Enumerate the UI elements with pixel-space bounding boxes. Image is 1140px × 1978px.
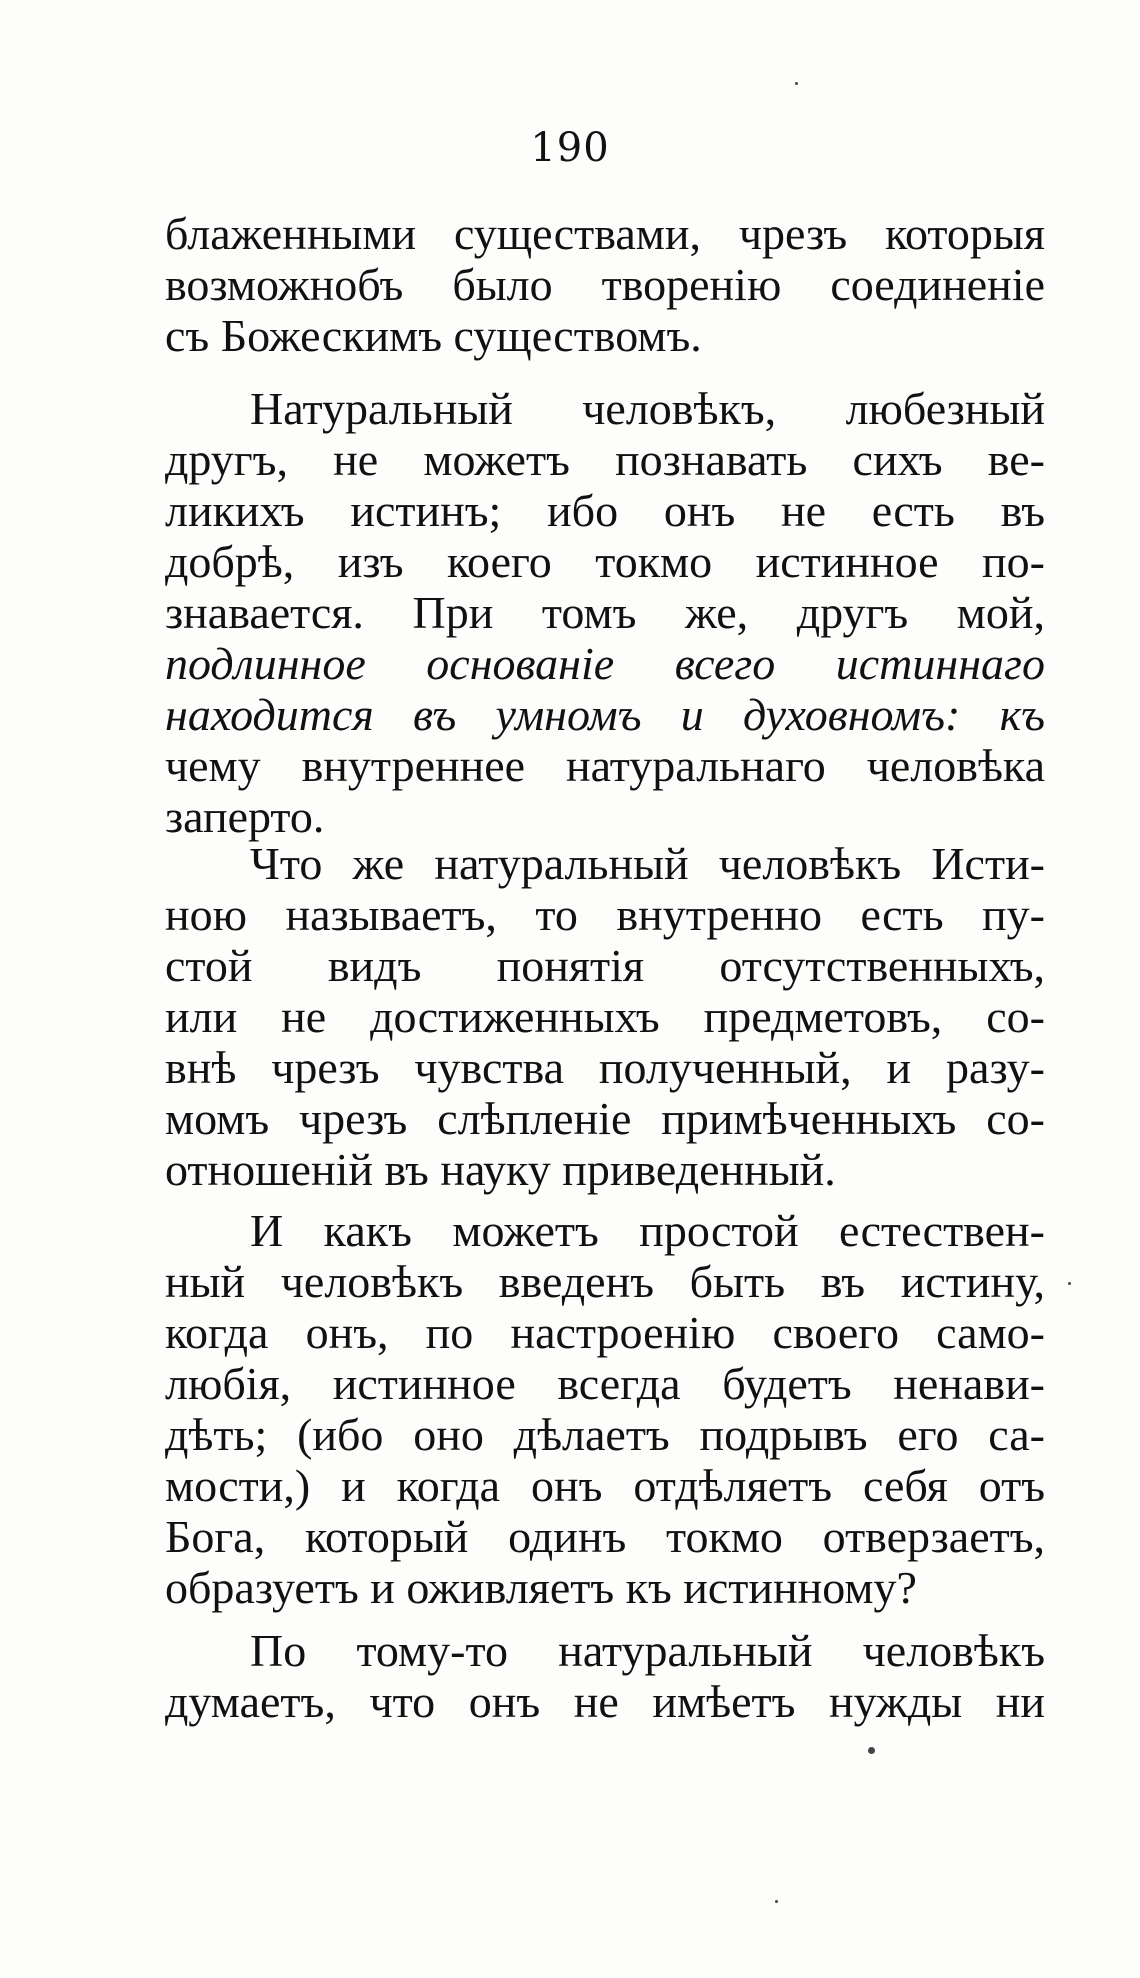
text-line: добрѣ, изъ коего токмо истинное по- [165, 536, 1045, 587]
text-line: момъ чрезъ слѣпленіе примѣченныхъ со- [165, 1093, 1045, 1144]
paragraph-5 [165, 1625, 1045, 1727]
paragraph-4 [165, 1205, 1045, 1613]
text-line: любія, истинное всегда будетъ ненави- [165, 1358, 1045, 1409]
page-number: 190 [530, 125, 610, 171]
text-line: стой видъ понятія отсутственныхъ, [165, 940, 1045, 991]
scan-speck [868, 1747, 875, 1754]
text-line: образуетъ и оживляетъ къ истинному? [165, 1562, 917, 1613]
text-line: ликихъ истинъ; ибо онъ не есть въ [165, 485, 1045, 536]
text-line: Натуральный человѣкъ, любезный [250, 383, 1045, 434]
scan-speck [775, 1900, 778, 1903]
text-line: или не достиженныхъ предметовъ, со- [165, 991, 1045, 1042]
text-line: возможнобъ было творенію соединеніе [165, 259, 1045, 310]
text-line: думаетъ, что онъ не имѣетъ нужды ни [165, 1676, 1045, 1727]
text-line: Что же натуральный человѣкъ Исти- [250, 838, 1045, 889]
text-line: мости,) и когда онъ отдѣляетъ себя отъ [165, 1460, 1045, 1511]
text-line: дѣть; (ибо оно дѣлаетъ подрывъ его са- [165, 1409, 1045, 1460]
paragraph-1 [165, 208, 1045, 361]
text-line: знавается. При томъ же, другъ мой, [165, 587, 1045, 638]
text-line: И какъ можетъ простой естествен- [250, 1205, 1045, 1256]
text-line: блаженными существами, чрезъ которыя [165, 208, 1045, 259]
text-line-italic: подлинное основаніе всего истиннаго [165, 638, 1045, 689]
scan-speck [795, 82, 798, 85]
text-line: ною называетъ, то внутренно есть пу- [165, 889, 1045, 940]
paragraph-2 [165, 383, 1045, 842]
text-line: внѣ чрезъ чувства полученный, и разу- [165, 1042, 1045, 1093]
scan-speck [1068, 1282, 1071, 1285]
text-line: ный человѣкъ введенъ быть въ истину, [165, 1256, 1045, 1307]
text-line: Бога, который одинъ токмо отверзаетъ, [165, 1511, 1045, 1562]
paragraph-3 [165, 838, 1045, 1195]
text-line: другъ, не можетъ познавать сихъ ве- [165, 434, 1045, 485]
text-line: отношеній въ науку приведенный. [165, 1144, 836, 1195]
text-line: съ Божескимъ существомъ. [165, 310, 702, 361]
text-line: когда онъ, по настроенію своего само- [165, 1307, 1045, 1358]
text-line: заперто. [165, 791, 325, 842]
text-line: чему внутреннее натуральнаго человѣка [165, 740, 1045, 791]
text-line-italic: находится въ умномъ и духовномъ: къ [165, 689, 1045, 740]
text-line: По тому-то натуральный человѣкъ [250, 1625, 1045, 1676]
